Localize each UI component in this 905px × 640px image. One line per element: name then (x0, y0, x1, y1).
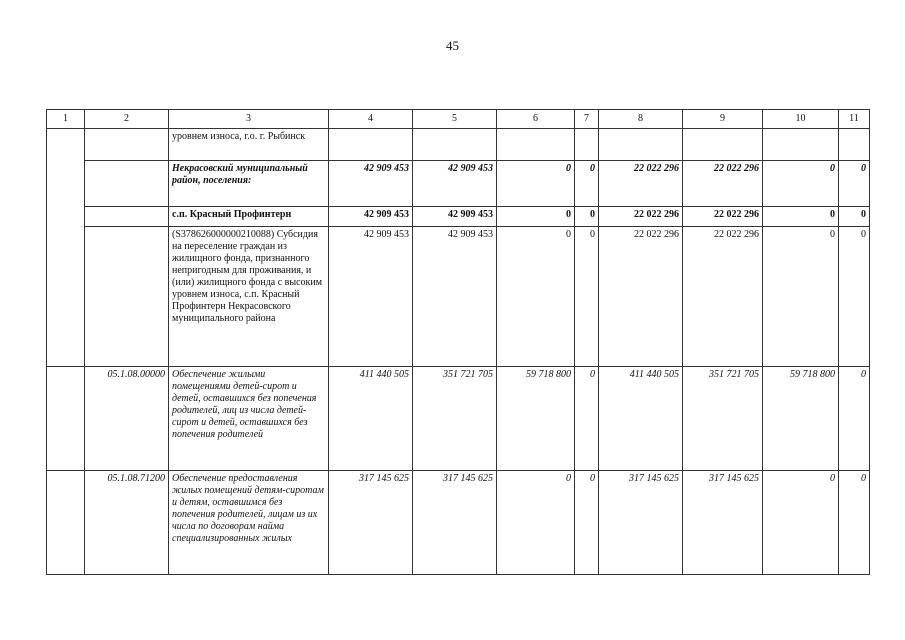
cell-c3: Некрасовский муниципальный район, поселения: (169, 161, 329, 207)
cell-c10 (763, 129, 839, 161)
table-row (47, 367, 870, 471)
cell-c3: Обеспечение жилыми помещениями детей-сирот и детей, оставшихся без попечения родителей, лиц из числа детей-сирот и детей, оставшихся без попечения родителей (169, 367, 329, 471)
header-cell-4: 4 (329, 110, 413, 129)
cell-c10: 0 (763, 207, 839, 227)
cell-c9: 22 022 296 (683, 207, 763, 227)
cell-c4: 411 440 505 (329, 367, 413, 471)
cell-c3: уровнем износа, г.о. г. Рыбинск (169, 129, 329, 161)
header-cell-10: 10 (763, 110, 839, 129)
header-cell-7: 7 (575, 110, 599, 129)
cell-c6 (497, 129, 575, 161)
cell-c2: 05.1.08.71200 (85, 471, 169, 575)
cell-c5 (413, 129, 497, 161)
cell-c7: 0 (575, 367, 599, 471)
cell-c11: 0 (839, 367, 870, 471)
cell-c9: 317 145 625 (683, 471, 763, 575)
table-row (47, 161, 870, 207)
cell-c9: 351 721 705 (683, 367, 763, 471)
cell-c3: Обеспечение предоставления жилых помещений детям-сиротам и детям, оставшимся без попечения родителей, лицам из их числа по договорам найма специализированных жилых (169, 471, 329, 575)
table-row (47, 471, 870, 575)
cell-c5: 351 721 705 (413, 367, 497, 471)
cell-c9: 22 022 296 (683, 227, 763, 367)
cell-c6: 0 (497, 161, 575, 207)
cell-c10: 0 (763, 227, 839, 367)
page-number: 45 (446, 38, 459, 53)
header-cell-9: 9 (683, 110, 763, 129)
cell-c2: 05.1.08.00000 (85, 367, 169, 471)
cell-c5: 317 145 625 (413, 471, 497, 575)
cell-c6: 0 (497, 227, 575, 367)
cell-c11: 0 (839, 227, 870, 367)
cell-c7: 0 (575, 227, 599, 367)
cell-c2 (85, 161, 169, 207)
cell-c8 (599, 129, 683, 161)
header-cell-6: 6 (497, 110, 575, 129)
cell-c1 (47, 471, 85, 575)
cell-c7: 0 (575, 471, 599, 575)
cell-c11: 0 (839, 471, 870, 575)
header-cell-5: 5 (413, 110, 497, 129)
cell-c11 (839, 129, 870, 161)
cell-c4: 317 145 625 (329, 471, 413, 575)
cell-c2 (85, 129, 169, 161)
cell-c8: 22 022 296 (599, 207, 683, 227)
cell-c5: 42 909 453 (413, 227, 497, 367)
cell-c4: 42 909 453 (329, 207, 413, 227)
header-cell-8: 8 (599, 110, 683, 129)
cell-c10: 59 718 800 (763, 367, 839, 471)
header-cell-2: 2 (85, 110, 169, 129)
cell-c4: 42 909 453 (329, 227, 413, 367)
cell-c5: 42 909 453 (413, 161, 497, 207)
cell-c3: с.п. Красный Профинтерн (169, 207, 329, 227)
header-cell-11: 11 (839, 110, 870, 129)
cell-c4: 42 909 453 (329, 161, 413, 207)
cell-c6: 59 718 800 (497, 367, 575, 471)
header-cell-3: 3 (169, 110, 329, 129)
table-row (47, 227, 870, 367)
cell-c9: 22 022 296 (683, 161, 763, 207)
cell-c2 (85, 207, 169, 227)
cell-c6: 0 (497, 207, 575, 227)
cell-c3: (S378626000000210088) Субсидия на переселение граждан из жилищного фонда, признанного непригодным для проживания, и (или) жилищного фонда с высоким уровнем износа, с.п. Красный Профинтерн Некрасовского муниципального района (169, 227, 329, 367)
cell-c1 (47, 129, 85, 367)
cell-c6: 0 (497, 471, 575, 575)
cell-c10: 0 (763, 161, 839, 207)
cell-c11: 0 (839, 207, 870, 227)
cell-c8: 317 145 625 (599, 471, 683, 575)
table-row (47, 207, 870, 227)
cell-c5: 42 909 453 (413, 207, 497, 227)
cell-c2 (85, 227, 169, 367)
cell-c8: 411 440 505 (599, 367, 683, 471)
cell-c7: 0 (575, 207, 599, 227)
cell-c9 (683, 129, 763, 161)
cell-c7 (575, 129, 599, 161)
cell-c8: 22 022 296 (599, 227, 683, 367)
header-cell-1: 1 (47, 110, 85, 129)
cell-c10: 0 (763, 471, 839, 575)
cell-c11: 0 (839, 161, 870, 207)
cell-c4 (329, 129, 413, 161)
cell-c1 (47, 367, 85, 471)
table-row (47, 129, 870, 161)
header-row (47, 110, 870, 129)
budget-table (46, 109, 870, 575)
cell-c8: 22 022 296 (599, 161, 683, 207)
cell-c7: 0 (575, 161, 599, 207)
